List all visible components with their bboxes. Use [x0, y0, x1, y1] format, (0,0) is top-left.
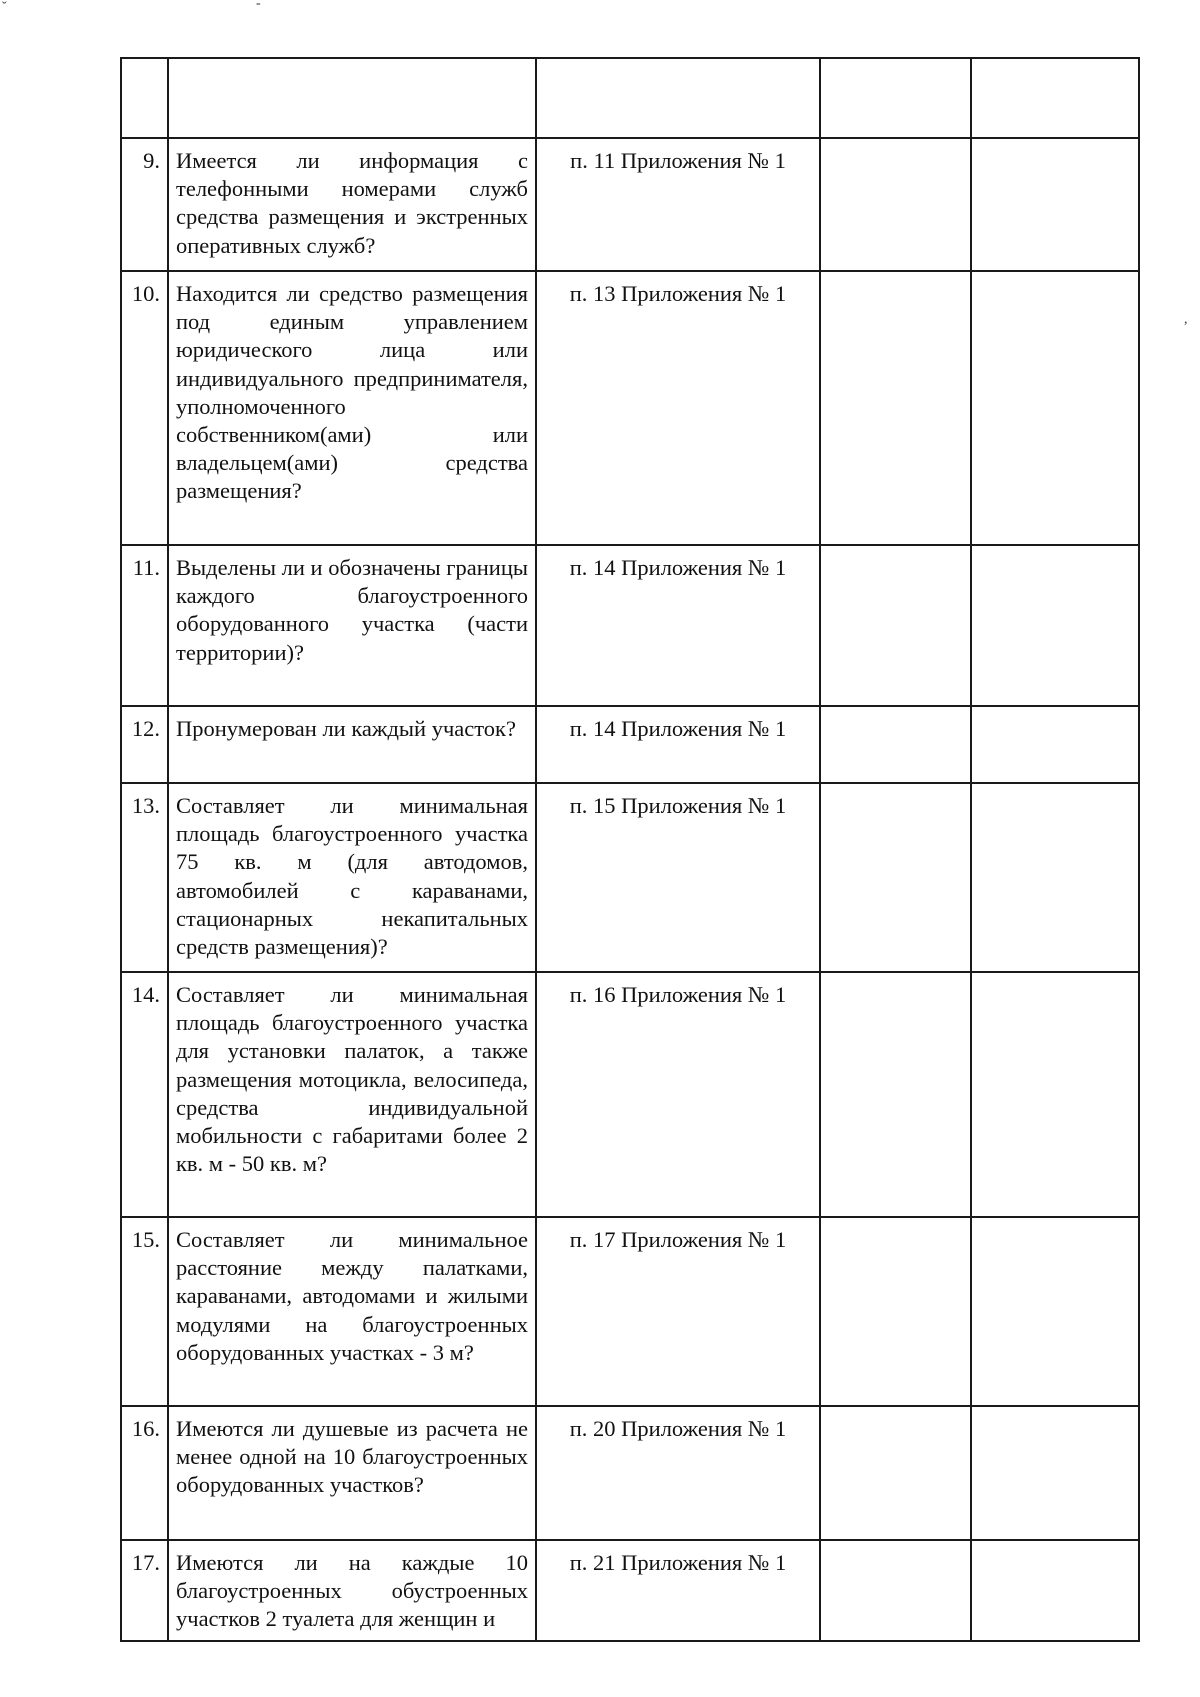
- empty-cell: [971, 271, 1139, 545]
- empty-cell: [971, 1217, 1139, 1406]
- table-row: [121, 783, 1139, 972]
- question-text: Имеются ли на каждые 10 благоустроенных обустроенных участков 2 туалета для женщин и: [168, 1540, 536, 1641]
- question-text: Выделены ли и обозначены границы каждого благоустроенного оборудованного участка (части территории)?: [168, 545, 536, 706]
- table-cell: [536, 58, 820, 138]
- checklist-table: [120, 57, 1140, 1642]
- table-row: [121, 271, 1139, 545]
- scan-mark: -: [256, 0, 261, 11]
- row-number: 15.: [121, 1217, 168, 1406]
- question-text: Составляет ли минимальная площадь благоустроенного участка 75 кв. м (для автодомов, автомобилей с караванами, стационарных некапитальных средств размещения)?: [168, 783, 536, 972]
- reference-text: п. 16 Приложения № 1: [536, 972, 820, 1217]
- empty-cell: [820, 783, 971, 972]
- question-text: Составляет ли минимальная площадь благоустроенного участка для установки палаток, а также размещения мотоцикла, велосипеда, средства индивидуальной мобильности с габаритами более 2 кв. м - 50 кв. м?: [168, 972, 536, 1217]
- row-number: 12.: [121, 706, 168, 783]
- table-cell: [971, 58, 1139, 138]
- row-number: 11.: [121, 545, 168, 706]
- table-cell: [820, 58, 971, 138]
- table-row: [121, 972, 1139, 1217]
- reference-text: п. 20 Приложения № 1: [536, 1406, 820, 1540]
- row-number: 14.: [121, 972, 168, 1217]
- question-text: Имеются ли душевые из расчета не менее одной на 10 благоустроенных оборудованных участков?: [168, 1406, 536, 1540]
- empty-cell: [820, 972, 971, 1217]
- question-text: Имеется ли информация с телефонными номерами служб средства размещения и экстренных оперативных служб?: [168, 138, 536, 271]
- empty-cell: [971, 783, 1139, 972]
- reference-text: п. 21 Приложения № 1: [536, 1540, 820, 1641]
- row-number: 17.: [121, 1540, 168, 1641]
- row-number: 13.: [121, 783, 168, 972]
- reference-text: п. 14 Приложения № 1: [536, 706, 820, 783]
- question-text: Находится ли средство размещения под единым управлением юридического лица или индивидуального предпринимателя, уполномоченного собственником(ами) или владельцем(ами) средства размещения?: [168, 271, 536, 545]
- question-text: Составляет ли минимальное расстояние между палатками, караванами, автодомами и жилыми модулями на благоустроенных оборудованных участках - 3 м?: [168, 1217, 536, 1406]
- empty-cell: [820, 706, 971, 783]
- row-number: 10.: [121, 271, 168, 545]
- empty-cell: [820, 271, 971, 545]
- empty-cell: [820, 1540, 971, 1641]
- empty-cell: [971, 1540, 1139, 1641]
- reference-text: п. 13 Приложения № 1: [536, 271, 820, 545]
- table-row: [121, 706, 1139, 783]
- reference-text: п. 15 Приложения № 1: [536, 783, 820, 972]
- row-number: 9.: [121, 138, 168, 271]
- empty-cell: [971, 1406, 1139, 1540]
- scan-mark: ,: [1184, 312, 1188, 327]
- empty-cell: [820, 1217, 971, 1406]
- reference-text: п. 11 Приложения № 1: [536, 138, 820, 271]
- empty-cell: [971, 706, 1139, 783]
- empty-cell: [971, 138, 1139, 271]
- empty-cell: [820, 545, 971, 706]
- empty-cell: [820, 1406, 971, 1540]
- empty-cell: [971, 545, 1139, 706]
- table-row: [121, 58, 1139, 138]
- question-text: Пронумерован ли каждый участок?: [168, 706, 536, 783]
- empty-cell: [820, 138, 971, 271]
- table-row: [121, 545, 1139, 706]
- table-row: [121, 138, 1139, 271]
- scan-mark: ˇ: [2, 0, 7, 15]
- table-row: [121, 1406, 1139, 1540]
- table-row: [121, 1540, 1139, 1641]
- table-cell: [121, 58, 168, 138]
- row-number: 16.: [121, 1406, 168, 1540]
- reference-text: п. 14 Приложения № 1: [536, 545, 820, 706]
- table-row: [121, 1217, 1139, 1406]
- reference-text: п. 17 Приложения № 1: [536, 1217, 820, 1406]
- empty-cell: [971, 972, 1139, 1217]
- table-cell: [168, 58, 536, 138]
